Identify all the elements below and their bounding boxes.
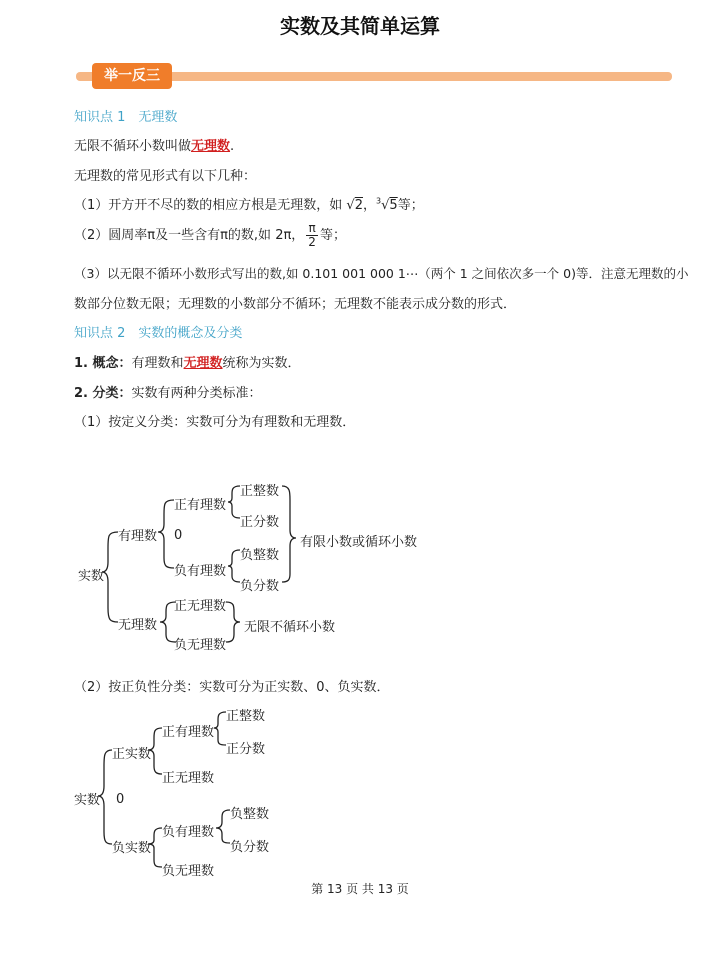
concept-text-2: 统称为实数．	[222, 356, 301, 371]
tree2-neg-irrational: 负无理数	[162, 864, 215, 879]
cbrt-5: $^3$√5	[376, 196, 398, 213]
fraction-denominator: 2	[308, 235, 316, 249]
form-item-1-text: （1）开方开不尽的数的相应方根是无理数，如	[74, 198, 343, 213]
definition-classification-line: （1）按定义分类：实数可分为有理数和无理数．	[74, 415, 356, 430]
definition-term: 无理数	[191, 139, 231, 154]
tree2-neg-frac: 负分数	[230, 840, 270, 855]
form-item-2-suffix: 等；	[319, 228, 346, 243]
page-footer: 第 13 页 共 13 页	[311, 882, 409, 896]
tree2-root: 实数	[74, 793, 101, 808]
page-title: 实数及其简单运算	[280, 14, 440, 38]
section1-heading: 知识点 1 无理数	[74, 110, 178, 125]
concept-label: 1. 概念：	[74, 356, 132, 371]
concept-term: 无理数	[183, 356, 223, 371]
form-item-1-suffix: 等；	[397, 198, 424, 213]
tree1-irrational: 无理数	[118, 618, 158, 633]
tree2-neg-real: 负实数	[112, 841, 152, 856]
form-item-2-text: （2）圆周率π及一些含有π的数,如 2π，	[74, 228, 305, 243]
definition-prefix: 无限不循环小数叫做	[74, 139, 192, 154]
sqrt-radicand: 2	[354, 198, 363, 213]
tree1-pos-frac: 正分数	[240, 515, 280, 530]
tree1-neg-irrational: 负无理数	[174, 638, 227, 653]
tree1-finite-note: 有限小数或循环小数	[300, 535, 418, 550]
cbrt-radicand: 5	[389, 198, 398, 213]
fraction-numerator: π	[306, 222, 318, 236]
tree1-pos-irrational: 正无理数	[174, 599, 227, 614]
tree2-pos-real: 正实数	[112, 747, 152, 762]
tree2-zero: 0	[116, 792, 125, 807]
tree2-neg-int: 负整数	[230, 807, 270, 822]
tree1-infinite-note: 无限不循环小数	[244, 620, 336, 635]
tree1-rational: 有理数	[118, 529, 158, 544]
sign-classification-line: （2）按正负性分类：实数可分为正实数、0、负实数．	[74, 680, 390, 695]
sqrt-2: √2	[346, 198, 363, 213]
tree1-root: 实数	[78, 569, 105, 584]
tree2-pos-rational: 正有理数	[162, 725, 215, 740]
tree2-pos-irrational: 正无理数	[162, 771, 215, 786]
classify-label: 2. 分类：	[74, 386, 132, 401]
tree2-neg-rational: 负有理数	[162, 825, 215, 840]
tree1-neg-rational: 负有理数	[174, 564, 227, 579]
tree2-pos-frac: 正分数	[226, 742, 266, 757]
tree1-pos-rational: 正有理数	[174, 498, 227, 513]
classify-text: 实数有两种分类标准：	[131, 386, 262, 401]
form-item-1-sep: ，	[363, 198, 377, 213]
form-item-3-line2: 数部分位数无限；无理数的小数部分不循环；无理数不能表示成分数的形式．	[74, 297, 517, 312]
banner-label: 举一反三	[92, 63, 172, 89]
tree1-zero: 0	[174, 528, 183, 543]
forms-intro: 无理数的常见形式有以下几种：	[74, 169, 257, 184]
tree1-pos-int: 正整数	[240, 484, 280, 499]
tree2-pos-int: 正整数	[226, 709, 266, 724]
concept-text-1: 有理数和	[131, 356, 184, 371]
definition-suffix: .	[230, 139, 235, 154]
form-item-3-line1: （3）以无限不循环小数形式写出的数,如 0.101 001 000 1⋯（两个 1 之间依次多一个 0)等．注意无理数的小	[74, 266, 689, 281]
section2-heading: 知识点 2 实数的概念及分类	[74, 326, 243, 341]
cbrt-index: 3	[376, 196, 382, 206]
tree1-neg-int: 负整数	[240, 548, 280, 563]
tree1-neg-frac: 负分数	[240, 579, 280, 594]
